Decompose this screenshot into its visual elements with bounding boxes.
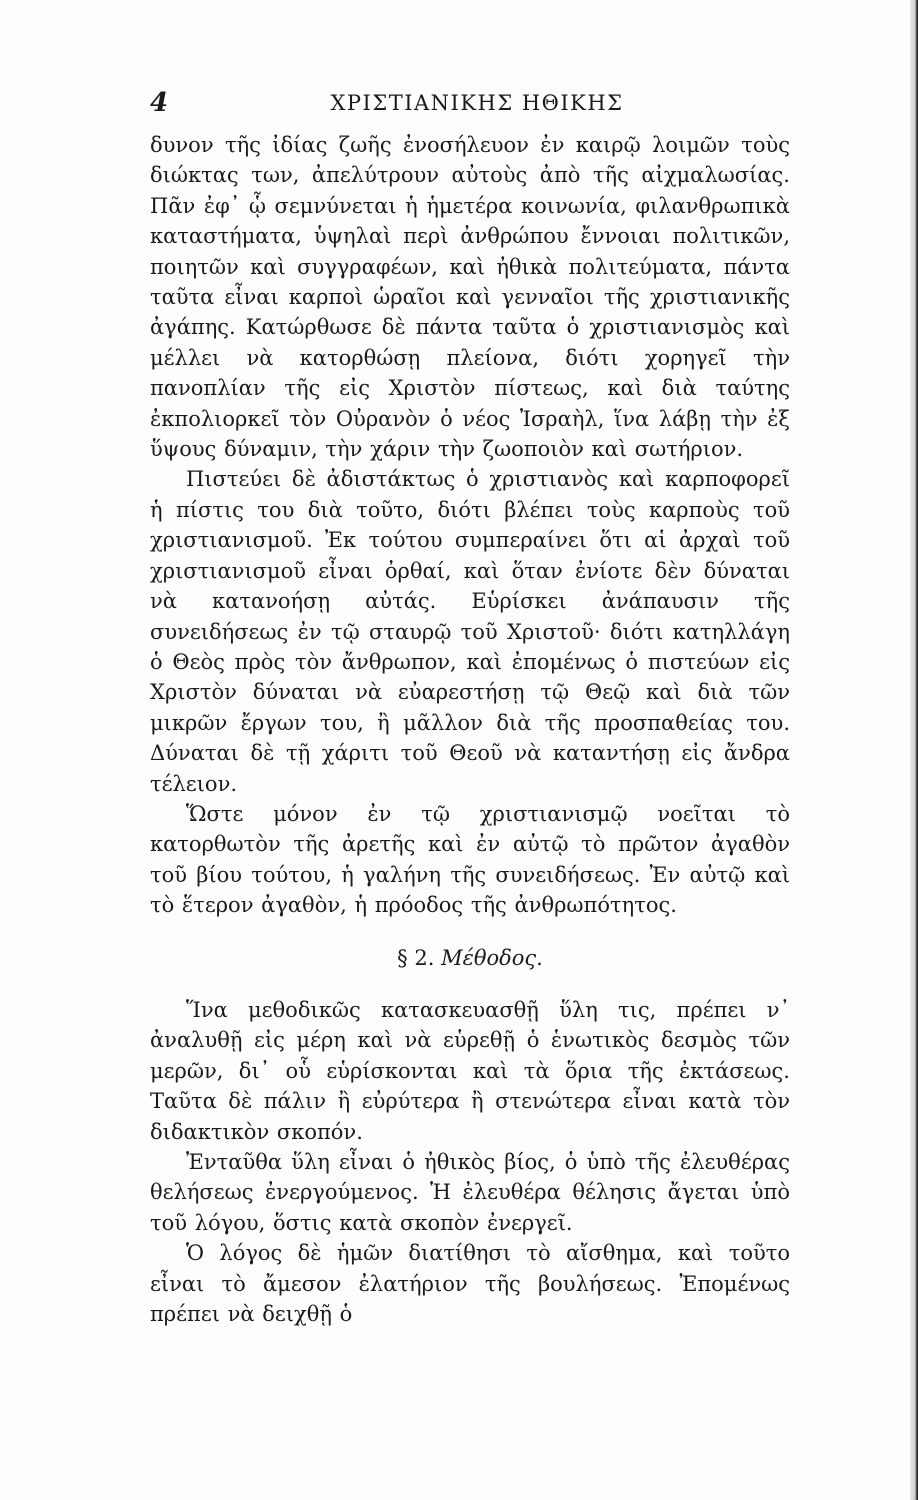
paragraph: Ἐνταῦθα ὕλη εἶναι ὁ ἠθικὸς βίος, ὁ ὑπὸ τῆς ἐλευθέρας θελήσεως ἐνεργούμενος. Ἡ ἐλευθέρα θέλησις ἄγεται ὑπὸ τοῦ λόγου, ὅστις κατὰ σκοπὸν ἐνεργεῖ. bbox=[150, 1150, 790, 1235]
section-title: Μέθοδος. bbox=[441, 945, 543, 970]
paragraph-continued: δυνον τῆς ἰδίας ζωῆς ἐνοσήλευον ἐν καιρῷ λοιμῶν τοὺς διώκτας των, ἀπελύτρουν αὐτοὺς ἀπὸ τῆς αἰχμαλωσίας. Πᾶν ἐφ᾽ ᾧ σεμνύνεται ἡ ἡμετέρα κοινωνία, φιλανθρωπικὰ καταστήματα, ὑψηλαὶ περὶ ἀνθρώπου ἔννοιαι πολιτικῶν, ποιητῶν καὶ συγγραφέων, καὶ ἠθικὰ πολιτεύματα, πάντα ταῦτα εἶναι καρποὶ ὡραῖοι καὶ γενναῖοι τῆς χριστιανικῆς ἀγάπης. Κατώρθωσε δὲ πάντα ταῦτα ὁ χριστιανισμὸς καὶ μέλλει νὰ κατορθώσῃ πλείονα, διότι χορηγεῖ τὴν πανοπλίαν τῆς εἰς Χριστὸν πίστεως, καὶ διὰ ταύτης ἐκπολιορκεῖ τὸν Οὐρανὸν ὁ νέος Ἰσραὴλ, ἵνα λάβῃ τὴν ἐξ ὕψους δύναμιν, τὴν χάριν τὴν ζωοποιὸν καὶ σωτήριον. bbox=[150, 133, 790, 462]
running-title: ΧΡΙΣΤΙΑΝΙΚΗΣ ΗΘΙΚΗΣ bbox=[330, 91, 624, 115]
page-header bbox=[150, 88, 786, 118]
section-number: § 2. bbox=[397, 945, 435, 970]
page-edge-shadow bbox=[910, 0, 918, 1500]
paragraph: Ἵνα μεθοδικῶς κατασκευασθῇ ὕλη τις, πρέπει ν᾽ ἀναλυθῇ εἰς μέρη καὶ νὰ εὑρεθῇ ὁ ἑνωτικὸς δεσμὸς τῶν μερῶν, δι᾽ οὗ εὑρίσκονται καὶ τὰ ὅρια τῆς ἐκτάσεως. Ταῦτα δὲ πάλιν ἢ εὐρύτερα ἢ στενώτερα εἶναι κατὰ τὸν διδακτικὸν σκοπόν. bbox=[150, 997, 790, 1144]
page-number: 4 bbox=[150, 88, 169, 118]
page-body bbox=[150, 130, 790, 1329]
paragraph: Ὥστε μόνον ἐν τῷ χριστιανισμῷ νοεῖται τὸ κατορθωτὸν τῆς ἀρετῆς καὶ ἐν αὐτῷ τὸ πρῶτον ἀγαθὸν τοῦ βίου τούτου, ἡ γαλήνη τῆς συνειδήσεως. Ἐν αὐτῷ καὶ τὸ ἕτερον ἀγαθὸν, ἡ πρόοδος τῆς ἀνθρωπότητος. bbox=[150, 801, 790, 918]
section-heading bbox=[150, 943, 790, 973]
paragraph: Πιστεύει δὲ ἀδιστάκτως ὁ χριστιανὸς καὶ καρποφορεῖ ἡ πίστις του διὰ τοῦτο, διότι βλέπει τοὺς καρποὺς τοῦ χριστιανισμοῦ. Ἐκ τούτου συμπεραίνει ὅτι αἱ ἀρχαὶ τοῦ χριστιανισμοῦ εἶναι ὀρθαί, καὶ ὅταν ἐνίοτε δὲν δύναται νὰ κατανοήσῃ αὐτάς. Εὑρίσκει ἀνάπαυσιν τῆς συνειδήσεως ἐν τῷ σταυρῷ τοῦ Χριστοῦ· διότι κατηλλάγη ὁ Θεὸς πρὸς τὸν ἄνθρωπον, καὶ ἐπομένως ὁ πιστεύων εἰς Χριστὸν δύναται νὰ εὐαρεστήσῃ τῷ Θεῷ καὶ διὰ τῶν μικρῶν ἔργων του, ἢ μᾶλλον διὰ τῆς προσπαθείας του. Δύναται δὲ τῇ χάριτι τοῦ Θεοῦ νὰ καταντήσῃ εἰς ἄνδρα τέλειον. bbox=[150, 467, 790, 796]
paragraph: Ὁ λόγος δὲ ἡμῶν διατίθησι τὸ αἴσθημα, καὶ τοῦτο εἶναι τὸ ἄμεσον ἐλατήριον τῆς βουλήσεως. Ἐπομένως πρέπει νὰ δειχθῇ ὁ bbox=[150, 1241, 790, 1327]
